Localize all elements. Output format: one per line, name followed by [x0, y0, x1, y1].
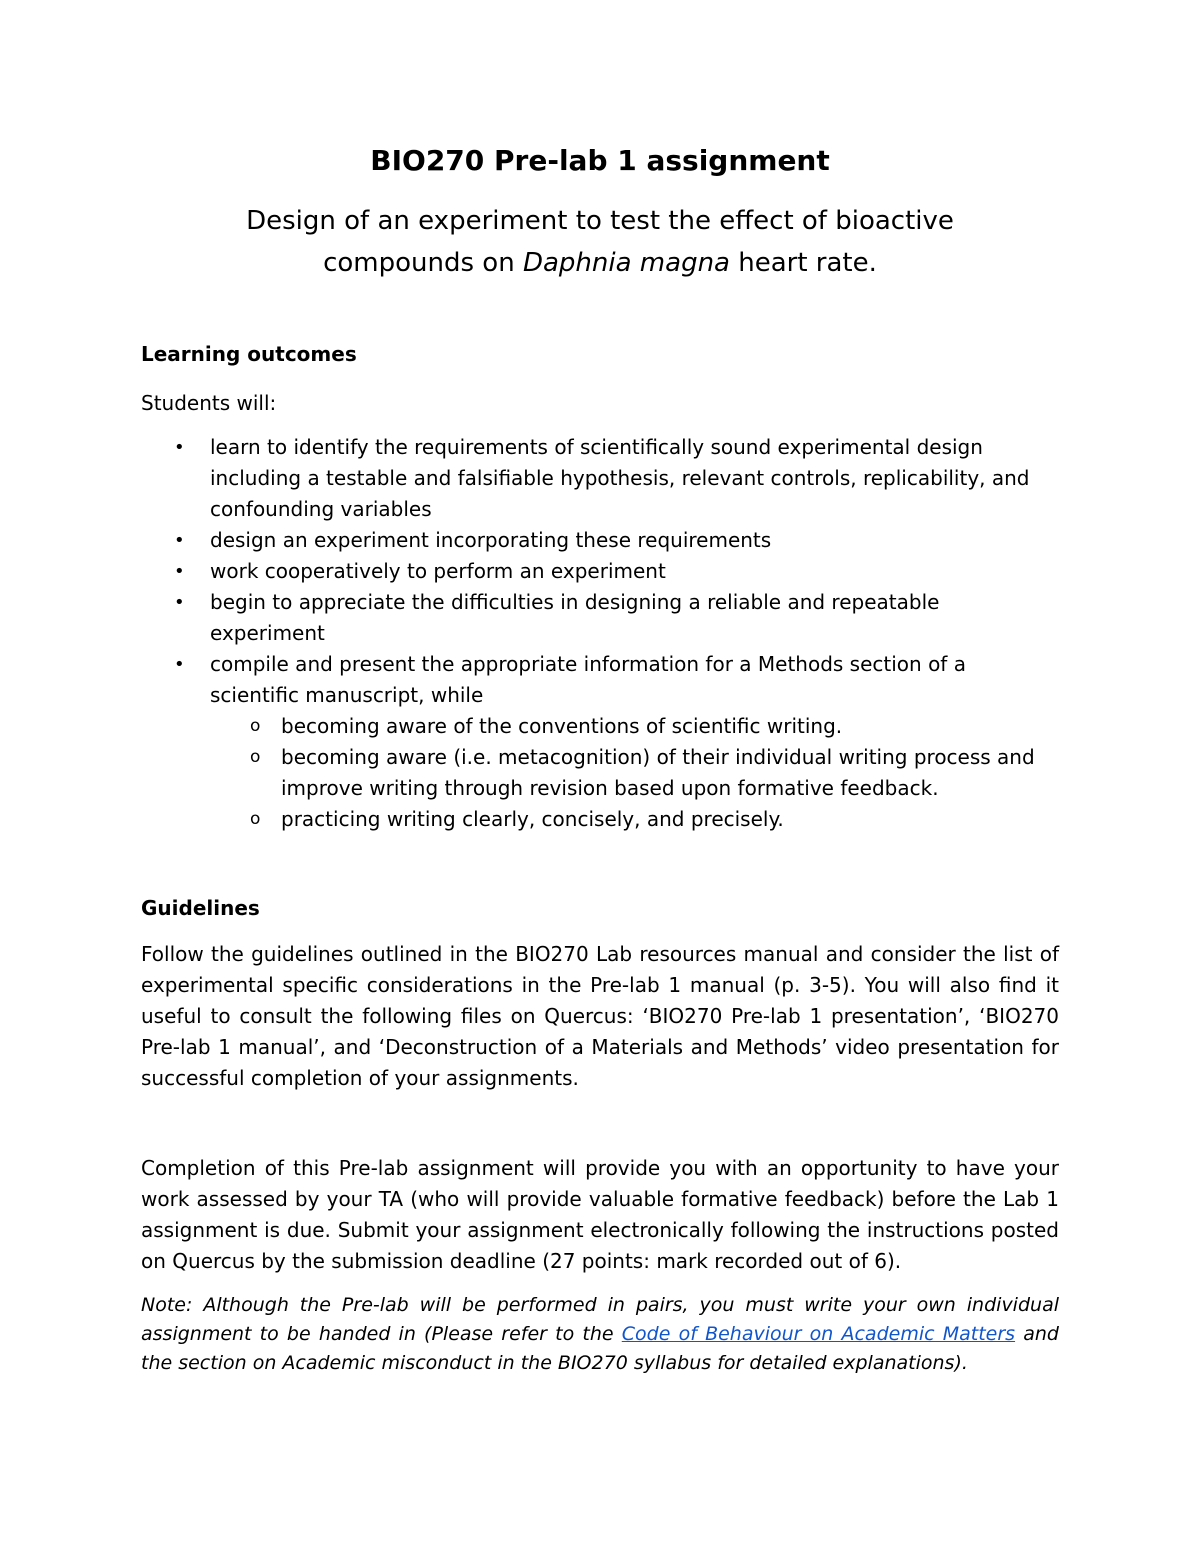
list-item-text: compile and present the appropriate information for a Methods section of a scientific manuscript, while	[210, 652, 966, 707]
list-item	[141, 649, 1059, 835]
document-subtitle	[141, 200, 1059, 284]
note-text-start: Note: Although the Pre-lab will be performed in pairs, you must write your own individual assignment to be handed in (Please refer to the	[141, 1294, 1059, 1345]
bullet-icon: •	[174, 530, 185, 551]
subtitle-line-2-start: compounds on	[323, 248, 523, 278]
circle-bullet-icon: o	[250, 747, 261, 767]
circle-bullet-icon: o	[250, 716, 261, 736]
sub-list-item-text: becoming aware of the conventions of scientific writing.	[281, 714, 843, 738]
sub-list-item	[210, 804, 1059, 835]
bullet-icon: •	[174, 561, 185, 582]
list-item	[141, 556, 1059, 587]
list-item-text: design an experiment incorporating these requirements	[210, 528, 772, 552]
subtitle-line-1: Design of an experiment to test the effect of bioactive	[246, 206, 954, 236]
guidelines-paragraph-1: Follow the guidelines outlined in the BIO270 Lab resources manual and consider the list of experimental specific considerations in the Pre-lab 1 manual (p. 3-5). You will also find it useful to consult the following files on Quercus: ‘BIO270 Pre-lab 1 presentation’, ‘BIO270 Pre-lab 1 manual’, and ‘Deconstruction of a Materials and Methods’ video presentation for successful completion of your assignments.	[141, 942, 1059, 1090]
bullet-icon: •	[174, 437, 185, 458]
list-item	[141, 587, 1059, 649]
list-item	[141, 432, 1059, 525]
document-title: BIO270 Pre-lab 1 assignment	[370, 144, 830, 177]
sub-list-item-text: practicing writing clearly, concisely, and precisely.	[281, 807, 784, 831]
bullet-icon: •	[174, 592, 185, 613]
sub-list-item-text: becoming aware (i.e. metacognition) of their individual writing process and improve writing through revision based upon formative feedback.	[281, 745, 1035, 800]
sub-list-item	[210, 742, 1059, 804]
learning-outcomes-list	[141, 432, 1059, 835]
list-item-text: work cooperatively to perform an experiment	[210, 559, 666, 583]
guidelines-heading: Guidelines	[141, 896, 260, 920]
code-of-behaviour-link[interactable]: Code of Behaviour on Academic Matters	[621, 1323, 1016, 1345]
note-text-end: and the section on Academic misconduct in the BIO270 syllabus for detailed explanations).	[141, 1323, 1059, 1374]
learning-outcomes-heading: Learning outcomes	[141, 342, 357, 366]
species-name: Daphnia magna	[522, 248, 730, 278]
guidelines-paragraph-2: Completion of this Pre-lab assignment will provide you with an opportunity to have your work assessed by your TA (who will provide valuable formative feedback) before the Lab 1 assignment is due. Submit your assignment electronically following the instructions posted on Quercus by the submission deadline (27 points: mark recorded out of 6).	[141, 1156, 1059, 1273]
sub-list-item	[210, 711, 1059, 742]
circle-bullet-icon: o	[250, 809, 261, 829]
bullet-icon: •	[174, 654, 185, 675]
list-item	[141, 525, 1059, 556]
sub-list	[210, 711, 1059, 835]
learning-outcomes-intro: Students will:	[141, 391, 277, 415]
subtitle-line-2-end: heart rate.	[729, 248, 877, 278]
academic-note	[141, 1291, 1059, 1378]
list-item-text: learn to identify the requirements of scientifically sound experimental design including a testable and falsifiable hypothesis, relevant controls, replicability, and confounding variables	[210, 435, 1030, 521]
list-item-text: begin to appreciate the difficulties in designing a reliable and repeatable experiment	[210, 590, 940, 645]
